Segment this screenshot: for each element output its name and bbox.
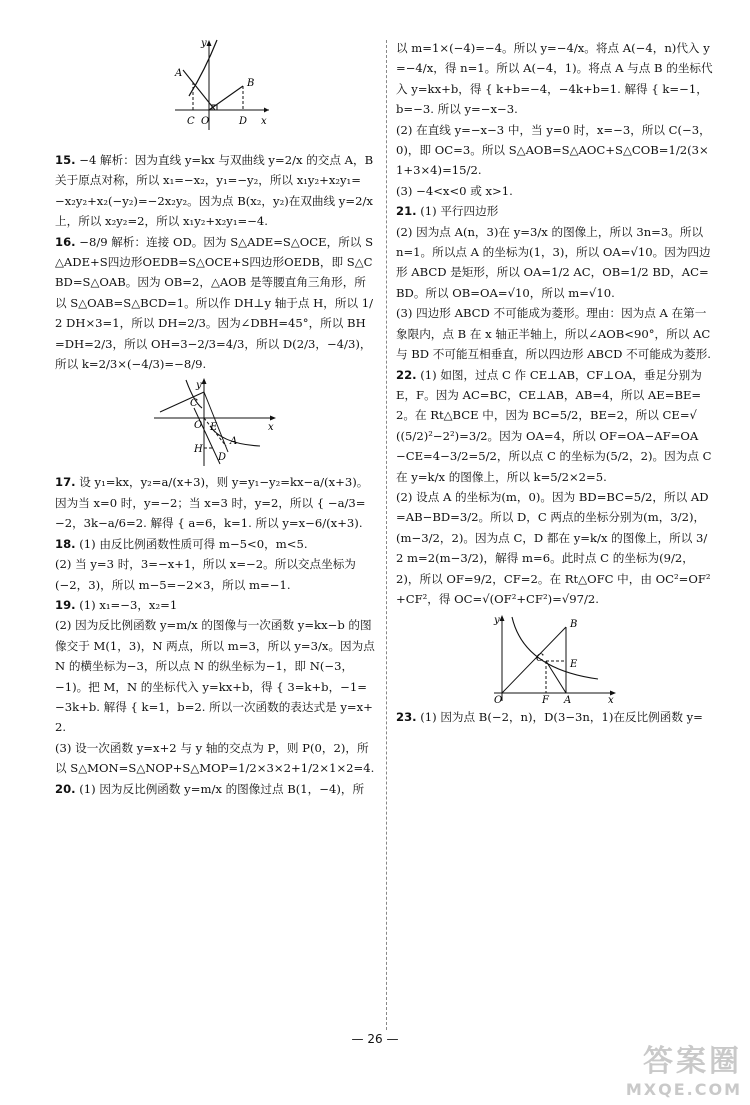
fig2-label-e: E xyxy=(210,422,218,434)
fig3-label-b: B xyxy=(570,619,578,631)
fig2-label-c: C xyxy=(190,398,198,410)
watermark-line2: MXQE.COM xyxy=(625,1080,742,1099)
fig2-label-a: A xyxy=(230,436,238,448)
right-column xyxy=(396,38,714,728)
fig2-label-h: H xyxy=(194,444,203,456)
fig1-label-o: O xyxy=(201,116,210,127)
fig3-label-c: C xyxy=(536,653,544,665)
fig3-label-e: E xyxy=(570,659,578,671)
answer-20-continued: 以 m=1×(−4)=−4。所以 y=−4/x。将点 A(−4，n)代入 y=−4/x，得 n=1。所以 A(−4，1)。将点 A 与点 B 的坐标代入 y=kx+b，得 { k+b=−4，−4k+b=1. 解得 { k=−1，b=−3. 所以 y=−x−3. (2) 在直线 y=−x−3 中，当 y=0 时，x=−3，所以 C(−3，0)，即 OC=3。所以 S△AOB=S△AOC+S△COB=1/2(3×1+3×4)=15/2. (3) −4<x<0 或 x>1. xyxy=(396,41,713,198)
page-number: — 26 — xyxy=(351,1032,399,1046)
fig2-label-y: y xyxy=(196,380,202,392)
fig3-label-x: x xyxy=(608,695,614,704)
answer-15: 15. −4 解析：因为直线 y=kx 与双曲线 y=2/x 的交点 A，B 关于原点对称，所以 x₁=−x₂，y₁=−y₂，所以 x₁y₂+x₂y₁=−x₂y₂+x₂(−y₂)=−2x₂y₂。因为点 B(x₂，y₂)在双曲线 y=2/x 上，所以 x₂y₂=2，所以 x₁y₂+x₂y₁=−4. xyxy=(55,153,374,229)
answer-19: 19. (1) x₁=−3，x₂=1 (2) 因为反比例函数 y=m/x 的图像与一次函数 y=kx−b 的图像交于 M(1，3)，N 两点，所以 m=3，所以 y=3/x。因为点 N 的横坐标为−3，所以点 N 的纵坐标为−1，即 N(−3，−1)。把 M，N 的坐标代入 y=kx+b，得 { 3=k+b，−1=−3k+b. 解得 { k=1，b=2. 所以一次函数的表达式是 y=x+2. (3) 设一次函数 y=x+2 与 y 轴的交点为 P，则 P(0，2)，所以 S△MON=S△NOP+S△MOP=1/2×3×2+1/2×1×2=4. xyxy=(55,597,375,776)
fig3-label-a: A xyxy=(564,695,572,704)
fig1-label-b: B xyxy=(247,78,255,89)
fig2-label-o: O xyxy=(194,420,203,432)
fig1-label-y: y xyxy=(201,38,207,49)
fig2-label-x: x xyxy=(268,422,274,434)
figure-3-diagram xyxy=(490,613,620,703)
fig1-label-c: C xyxy=(187,116,195,127)
fig1-label-a: A xyxy=(175,68,183,79)
figure-2-diagram xyxy=(150,378,280,468)
fig1-label-d: D xyxy=(239,116,248,127)
fig3-label-o: O xyxy=(494,695,503,704)
fig3-label-f: F xyxy=(542,695,549,704)
answer-21: 21. (1) 平行四边形 (2) 因为点 A(n，3)在 y=3/x 的图像上，所以 3n=3。所以 n=1。所以点 A 的坐标为(1，3)，所以 OA=√10。因为四边形 ABCD 是矩形，所以 OA=1/2 AC，OB=1/2 BD，AC=BD。所以 OB=OA=√10，所以 m=√10. (3) 四边形 ABCD 不可能成为菱形。理由：因为点 A 在第一象限内，点 B 在 x 轴正半轴上，所以∠AOB<90°，所以 AC 与 BD 不可能互相垂直，所以四边形 ABCD 不可能成为菱形. xyxy=(396,204,711,362)
answer-23-start: 23. (1) 因为点 B(−2，n)，D(3−3n，1)在反比例函数 y= xyxy=(396,710,703,725)
fig2-label-d: D xyxy=(218,452,227,464)
answer-18: 18. (1) 由反比例函数性质可得 m−5<0，m<5. (2) 当 y=3 时，3=−x+1，所以 x=−2。所以交点坐标为(−2，3)，所以 m−5=−2×3，所以 m=−1. xyxy=(55,536,356,592)
watermark-line1: 答案圈 xyxy=(643,1044,742,1079)
column-divider xyxy=(386,40,387,1030)
answer-22: 22. (1) 如图，过点 C 作 CE⊥AB，CF⊥OA，垂足分别为 E，F。因为 AC=BC，CE⊥AB，AB=4，所以 AE=BE=2。在 Rt△BCE 中，因为 BC=5/2，BE=2，所以 CE=√((5/2)²−2²)=3/2。因为 OA=4，所以 OF=OA−AF=OA−CE=4−3/2=5/2，所以点 C 的坐标为(5/2，2)。因为点 C 在 y=k/x 的图像上，所以 k=5/2×2=5. (2) 设点 A 的坐标为(m，0)。因为 BD=BC=5/2，所以 AD=AB−BD=3/2。所以 D，C 两点的坐标分别为(m，3/2)，(m−3/2，2)。因为点 C，D 都在 y=k/x 的图像上，所以 3/2 m=2(m−3/2)，解得 m=6。此时点 C 的坐标为(9/2，2)，所以 OF=9/2，CF=2。在 Rt△OFC 中，由 OC²=OF²+CF²，得 OC=√(OF²+CF²)=√97/2. xyxy=(396,367,712,606)
answer-17: 17. 设 y₁=kx，y₂=a/(x+3)，则 y=y₁−y₂=kx−a/(x+3)。因为当 x=0 时，y=−2；当 x=3 时，y=2，所以 { −a/3=−2，3k−a/6=2. 解得 { a=6，k=1. 所以 y=x−6/(x+3). xyxy=(55,475,369,531)
answer-16: 16. −8/9 解析：连接 OD。因为 S△ADE=S△OCE，所以 S△ADE+S四边形OEDB=S△OCE+S四边形OEDB，即 S△CBD=S△OAB。因为 OB=2，△AOB 是等腰直角三角形，所以 S△OAB=S△BCD=1。所以作 DH⊥y 轴于点 H，所以 1/2 DH×3=1，所以 DH=2/3。因为∠DBH=45°，所以 BH=DH=2/3，所以 OH=3−2/3=4/3，所以 D(2/3，−4/3)，所以 k=2/3×(−4/3)=−8/9. xyxy=(55,234,374,372)
fig1-label-x: x xyxy=(261,116,267,127)
left-column xyxy=(55,150,375,799)
fig3-label-y: y xyxy=(494,615,500,627)
figure-1-diagram xyxy=(165,34,275,134)
answer-20-start: 20. (1) 因为反比例函数 y=m/x 的图像过点 B(1，−4)，所 xyxy=(55,781,365,796)
watermark xyxy=(626,1036,742,1099)
